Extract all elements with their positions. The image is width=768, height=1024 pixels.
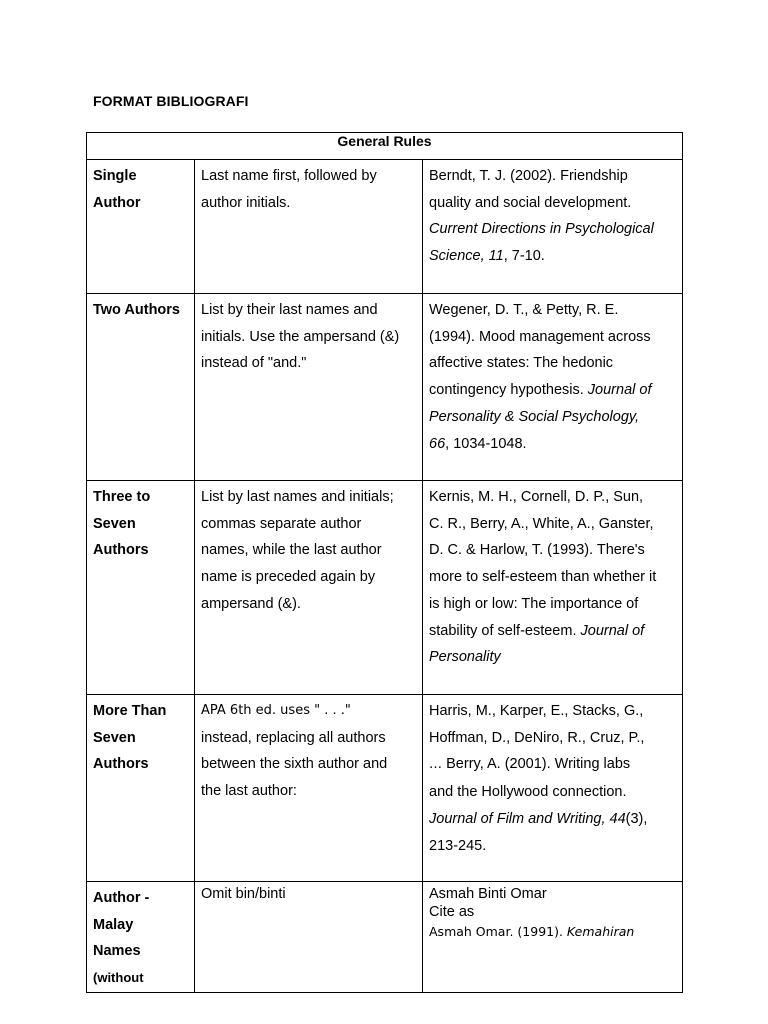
- label-line: Seven: [93, 729, 136, 746]
- label-line: (without: [93, 970, 144, 986]
- table-header: General Rules: [87, 133, 683, 160]
- example-line: [429, 806, 676, 833]
- example-text: Asmah Omar. (1991).: [429, 924, 567, 939]
- page-title: FORMAT BIBLIOGRAFI: [93, 93, 249, 109]
- example-line: quality and social development.: [429, 194, 632, 211]
- pages: , 7-10.: [503, 248, 545, 265]
- example-line: and the Hollywood connection.: [429, 784, 627, 801]
- issue-number: (3),: [625, 810, 648, 827]
- pages: , 1034-1048.: [445, 435, 527, 452]
- label-line: Malay: [93, 916, 134, 933]
- journal-title: Journal of Film and Writing, 44: [429, 810, 626, 827]
- rule-line: Omit bin/binti: [201, 886, 286, 902]
- label-line: Authors: [93, 756, 149, 773]
- journal-title: Journal of: [587, 382, 652, 399]
- example-line: D. C. & Harlow, T. (1993). There's: [429, 542, 645, 559]
- example-line: Hoffman, D., DeNiro, R., Cruz, P.,: [429, 729, 645, 746]
- example-line: (1994). Mood management across: [429, 328, 651, 345]
- example-line: affective states: The hedonic: [429, 355, 614, 372]
- label-line: More Than: [93, 703, 167, 719]
- example-line: C. R., Berry, A., White, A., Ganster,: [429, 515, 654, 532]
- rule-line: names, while the last author: [201, 542, 382, 559]
- example-line: [429, 377, 676, 404]
- row-example: [423, 481, 683, 695]
- row-rule: [195, 481, 423, 695]
- example-text: Berry, A. (2001). Writing labs: [446, 756, 631, 773]
- table-row: [87, 160, 683, 294]
- label-line: Two Authors: [93, 302, 180, 318]
- example-text: stability of self-esteem.: [429, 622, 581, 639]
- rule-line: initials. Use the ampersand (&): [201, 328, 400, 345]
- row-example: [423, 882, 683, 993]
- table-row: [87, 882, 683, 993]
- row-rule: [195, 160, 423, 294]
- label-line: Single: [93, 168, 137, 184]
- rule-line: between the sixth author and: [201, 756, 388, 773]
- row-rule: [195, 695, 423, 882]
- rule-line: instead of "and.": [201, 355, 307, 372]
- bibliography-rules-table: [86, 132, 683, 993]
- example-line: [429, 431, 676, 458]
- ellipsis: …: [429, 757, 447, 773]
- rule-line: commas separate author: [201, 515, 362, 532]
- journal-volume: 66: [429, 435, 446, 452]
- example-line: [429, 751, 676, 779]
- row-example: [423, 294, 683, 481]
- label-line: Seven: [93, 515, 136, 532]
- rule-line: the last author:: [201, 783, 297, 800]
- example-line: Asmah Binti Omar: [429, 886, 547, 902]
- row-example: [423, 160, 683, 294]
- example-line: Berndt, T. J. (2002). Friendship: [429, 168, 628, 184]
- rule-line: APA 6th ed. uses " . . .": [201, 703, 351, 718]
- row-label: [87, 695, 195, 882]
- example-line: Current Directions in Psychological: [429, 221, 654, 238]
- label-line: Three to: [93, 489, 151, 505]
- table-row: [87, 481, 683, 695]
- example-line: [429, 618, 676, 645]
- table-row: [87, 695, 683, 882]
- journal-volume: Science, 11: [429, 248, 504, 265]
- row-example: [423, 695, 683, 882]
- example-line: Wegener, D. T., & Petty, R. E.: [429, 302, 619, 318]
- rule-line: List by last names and initials;: [201, 489, 394, 505]
- rule-line: ampersand (&).: [201, 595, 301, 612]
- example-line: [429, 243, 676, 270]
- row-label: [87, 882, 195, 993]
- label-line: Author -: [93, 890, 150, 906]
- table-row: [87, 294, 683, 481]
- example-line: Kernis, M. H., Cornell, D. P., Sun,: [429, 489, 644, 505]
- label-line: Names: [93, 943, 141, 960]
- example-line: Cite as: [429, 904, 475, 920]
- example-line: 213-245.: [429, 837, 487, 854]
- label-line: Author: [93, 194, 141, 211]
- example-line: Personality & Social Psychology,: [429, 408, 640, 425]
- row-rule: [195, 882, 423, 993]
- book-title: Kemahiran: [566, 924, 635, 939]
- rule-line: instead, replacing all authors: [201, 729, 386, 746]
- label-line: Authors: [93, 542, 149, 559]
- rule-line: author initials.: [201, 194, 291, 211]
- journal-title: Journal of: [580, 622, 645, 639]
- row-label: [87, 160, 195, 294]
- example-line: Personality: [429, 649, 501, 666]
- example-line: is high or low: The importance of: [429, 595, 639, 612]
- rule-line: name is preceded again by: [201, 569, 376, 586]
- example-line: more to self-esteem than whether it: [429, 569, 657, 586]
- rule-line: List by their last names and: [201, 302, 378, 318]
- row-label: [87, 481, 195, 695]
- example-line: Harris, M., Karper, E., Stacks, G.,: [429, 703, 644, 719]
- table-header-row: [87, 133, 683, 160]
- row-label: [87, 294, 195, 481]
- example-line: [429, 921, 676, 943]
- rule-line: Last name first, followed by: [201, 168, 377, 184]
- row-rule: [195, 294, 423, 481]
- example-text: contingency hypothesis.: [429, 382, 588, 399]
